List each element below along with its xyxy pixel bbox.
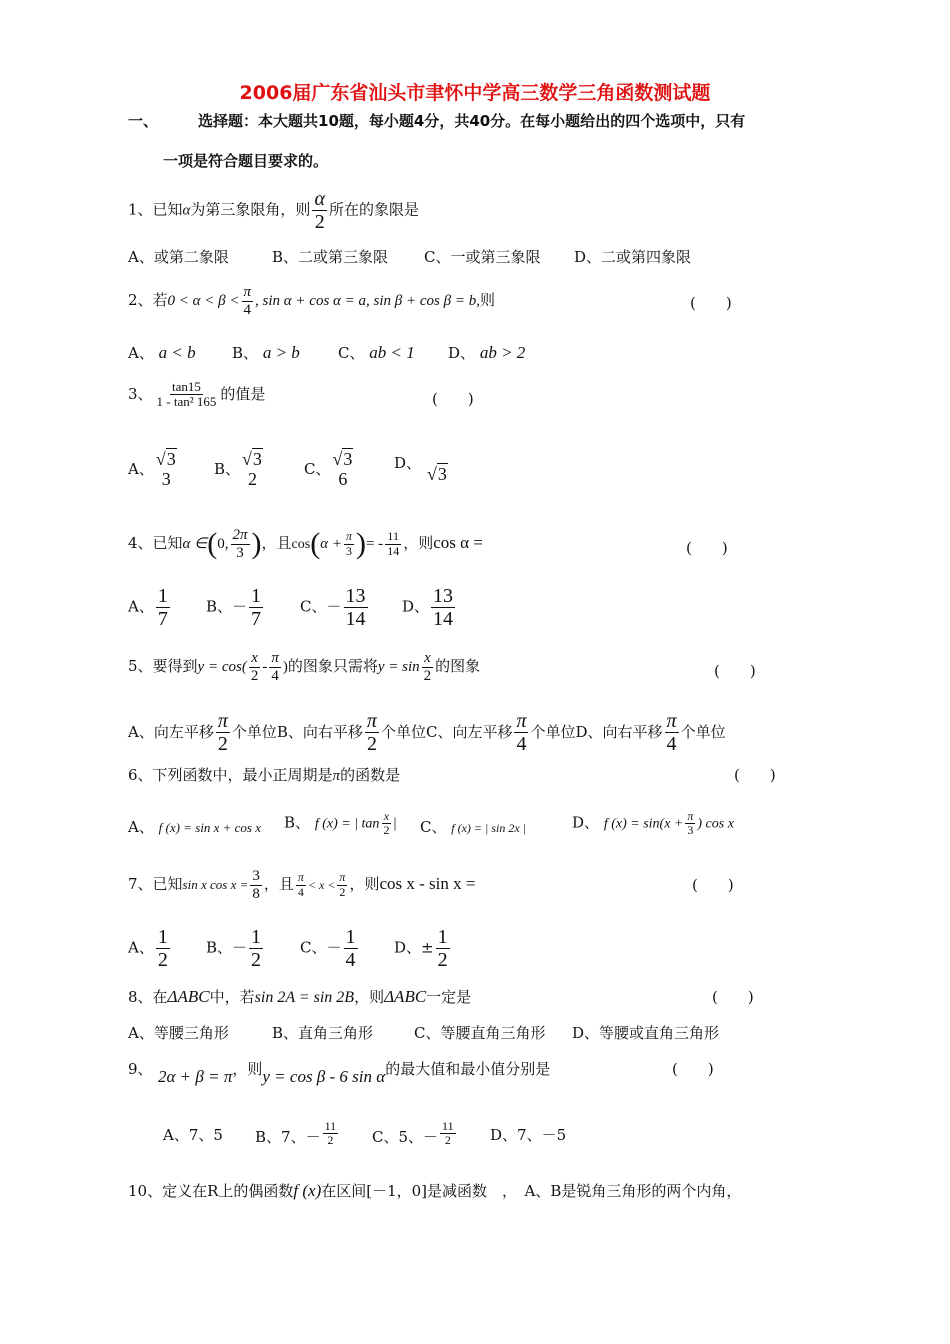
q7-option-d bbox=[394, 926, 452, 971]
q3-frac-num: tan15 bbox=[172, 379, 201, 394]
q7-number: 7、已知 bbox=[128, 875, 183, 893]
q5-pi-den: 4 bbox=[271, 667, 279, 684]
q5-option-b-den: 2 bbox=[366, 733, 377, 755]
q10-expr1: f (x) bbox=[293, 1181, 322, 1200]
q5-option-b-post: 个单位 bbox=[380, 722, 426, 741]
q3-option-c-rad: 3 bbox=[343, 449, 353, 469]
q2-option-c-label: C、 bbox=[338, 344, 365, 362]
q6-pi: π bbox=[332, 768, 341, 784]
q3-option-b-label: B、 bbox=[214, 459, 241, 478]
section-number: 一、 bbox=[128, 112, 159, 130]
q2-option-a-expr: a < b bbox=[158, 343, 196, 362]
q8-option-a: A、等腰三角形 bbox=[128, 1024, 229, 1042]
q4-option-b bbox=[206, 585, 265, 630]
q6-number: 6、下列函数中，最小正周期是 bbox=[128, 766, 333, 784]
q3-text1: 的值是 bbox=[220, 384, 266, 403]
q4-option-b-label: B、 bbox=[206, 597, 233, 616]
question-1 bbox=[128, 188, 419, 233]
q5-option-c bbox=[425, 710, 576, 755]
q4-option-a bbox=[128, 585, 172, 630]
q5-expr3: y = sin bbox=[377, 659, 420, 675]
q10-number: 10、定义在R上的偶函数 bbox=[128, 1182, 294, 1200]
q4-option-c-label: C、 bbox=[300, 597, 327, 616]
q2-option-b bbox=[232, 342, 300, 363]
q5-option-b bbox=[276, 710, 426, 755]
q1-option-c: C、一或第三象限 bbox=[424, 248, 541, 266]
q5-option-a-pre: A、向左平移 bbox=[128, 722, 214, 741]
q10-text1: 在区间[－1，0]是减函数 ， A、B是锐角三角形的两个内角， bbox=[321, 1182, 742, 1200]
q3-option-a-num: √3 bbox=[155, 449, 176, 469]
q5-expr1: y = cos( bbox=[197, 659, 247, 675]
q5-option-d bbox=[575, 710, 726, 755]
q5-option-d-post: 个单位 bbox=[680, 722, 726, 741]
q6-option-d-frac bbox=[685, 810, 695, 837]
q3-option-c bbox=[304, 450, 355, 490]
q2-option-d-label: D、 bbox=[448, 344, 476, 362]
q4-text1: ，且 bbox=[261, 534, 292, 552]
q5-x-frac bbox=[249, 650, 261, 684]
q8-triangle: ΔABC bbox=[167, 987, 210, 1006]
question-9 bbox=[158, 1060, 551, 1087]
q5-x-num: x bbox=[251, 650, 258, 666]
q8-text2: ，则 bbox=[354, 988, 385, 1006]
q8-option-c: C、等腰直角三角形 bbox=[414, 1024, 546, 1042]
q7-option-d-num: 1 bbox=[437, 926, 448, 948]
q4-option-d-num: 13 bbox=[433, 585, 454, 607]
q7-text1: ，且 bbox=[263, 875, 294, 893]
q7-text2: ，则 bbox=[349, 875, 380, 893]
q6-option-b-post: | bbox=[393, 815, 397, 832]
q7-val-num: 3 bbox=[252, 868, 260, 884]
q4-expr4: cos α = bbox=[433, 533, 483, 552]
q4-expr1: α ∈ bbox=[182, 536, 208, 552]
q5-minus: - bbox=[262, 659, 268, 675]
q4-expr2: α + bbox=[320, 536, 342, 552]
q5-option-d-pre: D、向右平移 bbox=[575, 722, 663, 741]
q4-option-c-den: 14 bbox=[345, 608, 366, 630]
q5-options-row bbox=[128, 710, 726, 755]
q7-val-den: 8 bbox=[252, 885, 260, 902]
q3-option-a-label: A、 bbox=[128, 459, 154, 478]
q6-answer-paren: ( ) bbox=[734, 766, 776, 784]
question-2 bbox=[128, 284, 495, 318]
q9-answer-paren: ( ) bbox=[672, 1060, 714, 1078]
q5-expr2: ) bbox=[282, 659, 288, 675]
q3-option-b-num: √3 bbox=[242, 449, 262, 469]
question-7 bbox=[128, 868, 475, 902]
q4-option-c-sign: － bbox=[326, 597, 342, 616]
q9-option-c bbox=[372, 1120, 458, 1147]
q3-option-a bbox=[128, 450, 179, 490]
q4-option-b-frac bbox=[249, 585, 263, 630]
q5-option-a-den: 2 bbox=[217, 733, 228, 755]
q5-option-c-den: 4 bbox=[516, 733, 527, 755]
q2-expr1: 0 < α < β < bbox=[167, 293, 240, 309]
q6-option-b-num: x bbox=[383, 809, 390, 823]
q4-val-frac bbox=[385, 530, 401, 557]
q7-left-frac bbox=[296, 871, 306, 898]
q8-text3: 一定是 bbox=[426, 988, 472, 1006]
q2-frac-num: π bbox=[243, 284, 252, 300]
section-instructions-line2: 一项是符合题目要求的。 bbox=[163, 152, 329, 170]
q3-option-c-frac bbox=[332, 450, 353, 490]
q6-option-d-num: π bbox=[687, 809, 694, 823]
q9-option-d: D、7、－5 bbox=[490, 1126, 567, 1144]
q7-option-a-label: A、 bbox=[128, 938, 154, 957]
q3-option-d-rad: 3 bbox=[437, 464, 447, 484]
q5-option-c-pre: C、向左平移 bbox=[425, 722, 513, 741]
question-3 bbox=[128, 380, 265, 410]
q7-expr2: cos x - sin x = bbox=[379, 874, 476, 893]
q5-option-c-num: π bbox=[516, 710, 527, 732]
q4-answer-paren: ( ) bbox=[686, 539, 728, 557]
q9-number: 9、 bbox=[128, 1060, 153, 1078]
q7-option-c-frac bbox=[344, 926, 358, 971]
q6-option-c-label: C、 bbox=[420, 818, 447, 836]
q3-option-d-label: D、 bbox=[394, 454, 422, 472]
q2-option-c-expr: ab < 1 bbox=[369, 343, 415, 362]
q7-option-d-label: D、 bbox=[394, 938, 422, 957]
q6-option-b-den: 2 bbox=[383, 823, 390, 838]
q5-x2-num: x bbox=[424, 650, 431, 666]
q1-number: 1、已知 bbox=[128, 200, 183, 219]
q4-option-a-den: 7 bbox=[157, 608, 168, 630]
q9-expr1: 2α + β = π bbox=[158, 1067, 233, 1086]
question-10 bbox=[128, 1180, 741, 1201]
q8-expr1: sin 2A = sin 2B bbox=[254, 989, 355, 1006]
q6-option-b bbox=[284, 810, 396, 837]
question-4 bbox=[128, 527, 483, 561]
q3-option-b-rad: 3 bbox=[252, 449, 262, 469]
q2-answer-paren: ( ) bbox=[690, 294, 732, 312]
q6-option-b-frac bbox=[381, 810, 391, 837]
q7-option-b bbox=[206, 926, 265, 971]
q9-option-a: A、7、5 bbox=[163, 1126, 223, 1144]
q3-option-a-frac bbox=[156, 450, 177, 490]
q3-option-b bbox=[214, 450, 265, 490]
q4-paren-close: ) bbox=[251, 527, 262, 560]
q1-option-b: B、二或第三象限 bbox=[272, 248, 389, 266]
q7-option-a-den: 2 bbox=[157, 949, 168, 971]
q6-text1: 的函数是 bbox=[340, 766, 401, 784]
q2-option-d-expr: ab > 2 bbox=[479, 343, 526, 362]
q4-option-d-den: 14 bbox=[433, 608, 454, 630]
q5-option-c-post: 个单位 bbox=[530, 722, 576, 741]
q7-option-c-sign: － bbox=[326, 938, 342, 957]
q7-right-frac bbox=[337, 871, 347, 898]
q9-text2: 的最大值和最小值分别是 bbox=[385, 1060, 551, 1078]
q4-option-c-frac bbox=[344, 585, 368, 630]
q5-option-a-num: π bbox=[217, 710, 228, 732]
q5-x2-den: 2 bbox=[423, 667, 432, 684]
q4-option-a-label: A、 bbox=[128, 597, 154, 616]
q5-option-b-num: π bbox=[366, 710, 377, 732]
q2-expr2: , sin α + cos α = a, sin β + cos β = b, bbox=[255, 293, 480, 309]
q5-option-b-frac bbox=[365, 710, 379, 755]
q5-pi-frac bbox=[269, 650, 281, 684]
q1-frac-den: 2 bbox=[314, 211, 325, 233]
q3-option-b-den: 2 bbox=[247, 468, 257, 489]
q3-answer-paren: ( ) bbox=[432, 390, 474, 408]
q7-left-den: 4 bbox=[297, 884, 304, 899]
q7-option-c-num: 1 bbox=[345, 926, 356, 948]
question-8 bbox=[128, 986, 471, 1007]
q5-option-d-den: 4 bbox=[666, 733, 677, 755]
question-5 bbox=[128, 650, 480, 684]
q2-number: 2、若 bbox=[128, 291, 168, 309]
q5-option-d-num: π bbox=[666, 710, 677, 732]
q9-option-c-den: 2 bbox=[444, 1133, 451, 1148]
q7-right-num: π bbox=[339, 870, 346, 885]
q7-option-d-den: 2 bbox=[437, 949, 448, 971]
q5-option-a bbox=[128, 710, 277, 755]
q6-option-d-label: D、 bbox=[572, 813, 600, 832]
q7-option-b-sign: － bbox=[232, 938, 248, 957]
q6-option-b-label: B、 bbox=[284, 813, 311, 832]
q2-option-b-label: B、 bbox=[232, 344, 259, 362]
q3-number: 3、 bbox=[128, 384, 153, 403]
q7-option-b-label: B、 bbox=[206, 938, 233, 957]
q9-option-c-pre: C、5、－ bbox=[372, 1127, 439, 1146]
q1-alpha: α bbox=[182, 202, 191, 219]
q4-interval-den: 3 bbox=[236, 544, 244, 561]
q5-number: 5、要得到 bbox=[128, 657, 198, 675]
q3-option-d-sqrt: √3 bbox=[427, 464, 447, 484]
q9-option-b-frac bbox=[323, 1120, 339, 1147]
q7-option-b-den: 2 bbox=[251, 949, 262, 971]
q4-pi-den: 3 bbox=[345, 543, 352, 558]
q2-option-a-label: A、 bbox=[128, 344, 154, 362]
q7-option-c-den: 4 bbox=[345, 949, 356, 971]
q4-option-b-sign: － bbox=[232, 597, 248, 616]
q2-option-d bbox=[448, 342, 525, 363]
q7-right-den: 2 bbox=[339, 884, 346, 899]
q4-option-b-num: 1 bbox=[251, 585, 262, 607]
q5-answer-paren: ( ) bbox=[714, 662, 756, 680]
q7-option-a-frac bbox=[156, 926, 170, 971]
q7-option-d-sign: ± bbox=[421, 938, 434, 957]
q3-option-a-den: 3 bbox=[161, 468, 171, 489]
q1-text1: 为第三象限角，则 bbox=[190, 200, 311, 219]
q9-option-b-den: 2 bbox=[327, 1133, 334, 1148]
q1-fraction bbox=[312, 188, 327, 233]
q7-option-a-num: 1 bbox=[157, 926, 168, 948]
q6-option-a-label: A、 bbox=[128, 818, 154, 836]
q8-option-d: D、等腰或直角三角形 bbox=[572, 1024, 720, 1042]
q7-option-d-frac bbox=[436, 926, 450, 971]
q5-x2-frac bbox=[422, 650, 434, 684]
q4-option-a-num: 1 bbox=[157, 585, 168, 607]
q6-option-d-den: 3 bbox=[687, 823, 694, 838]
q2-option-c bbox=[338, 342, 415, 363]
q9-option-b-pre: B、7、－ bbox=[255, 1127, 321, 1146]
q7-option-c-label: C、 bbox=[300, 938, 327, 957]
q7-option-b-frac bbox=[249, 926, 263, 971]
q4-interval-left: 0, bbox=[217, 536, 229, 552]
q6-option-b-pre: f (x) = | tan bbox=[314, 816, 380, 832]
q1-option-a: A、或第二象限 bbox=[128, 248, 229, 266]
q1-option-d: D、二或第四象限 bbox=[574, 248, 692, 266]
q6-option-c bbox=[420, 816, 526, 837]
q3-frac-den: 1 - tan² 165 bbox=[156, 394, 217, 410]
q9-expr2: y = cos β - 6 sin α bbox=[262, 1067, 386, 1086]
q5-option-b-pre: B、向右平移 bbox=[276, 722, 363, 741]
q7-left-num: π bbox=[297, 870, 304, 885]
q1-text2: 所在的象限是 bbox=[328, 200, 419, 219]
q4-option-b-den: 7 bbox=[251, 608, 262, 630]
q7-option-b-num: 1 bbox=[251, 926, 262, 948]
q3-option-c-num: √3 bbox=[332, 449, 353, 469]
q9-option-c-frac bbox=[440, 1120, 456, 1147]
q7-expr1: sin x cos x = bbox=[182, 877, 249, 892]
q5-option-a-frac bbox=[216, 710, 230, 755]
q8-triangle2: ΔABC bbox=[384, 987, 427, 1006]
q2-option-a bbox=[128, 342, 196, 363]
q7-val-frac bbox=[250, 868, 262, 902]
q1-frac-num: α bbox=[314, 188, 325, 210]
q4-number: 4、已知 bbox=[128, 534, 183, 552]
q6-option-c-expr: f (x) = | sin 2x | bbox=[451, 821, 526, 835]
q5-option-d-frac bbox=[665, 710, 679, 755]
q7-option-a bbox=[128, 926, 172, 971]
q7-option-c bbox=[300, 926, 360, 971]
q4-option-a-frac bbox=[156, 585, 170, 630]
q4-option-c bbox=[300, 585, 370, 630]
q4-pi-frac bbox=[344, 530, 354, 557]
q9-option-b bbox=[255, 1120, 340, 1147]
q3-option-c-den: 6 bbox=[338, 468, 348, 489]
q9-option-b-num: 11 bbox=[324, 1119, 337, 1133]
q6-option-d bbox=[572, 810, 734, 837]
q8-option-b: B、直角三角形 bbox=[272, 1024, 374, 1042]
q5-option-c-frac bbox=[514, 710, 528, 755]
q5-text1: 的图象只需将 bbox=[287, 657, 378, 675]
q5-pi-num: π bbox=[271, 650, 279, 666]
q2-fraction bbox=[242, 284, 254, 318]
q6-option-d-pre: f (x) = sin(x + bbox=[603, 816, 684, 832]
q8-answer-paren: ( ) bbox=[712, 988, 754, 1006]
q4-paren-open: ( bbox=[207, 527, 218, 560]
q7-answer-paren: ( ) bbox=[692, 876, 734, 894]
q5-x-den: 2 bbox=[250, 667, 259, 684]
section-instructions-line1: 选择题：本大题共10题，每小题4分，共40分。在每小题给出的四个选项中，只有 bbox=[198, 112, 746, 130]
page-title: 2006届广东省汕头市聿怀中学高三数学三角函数测试题 bbox=[239, 82, 711, 104]
q3-fraction bbox=[155, 380, 219, 410]
q4-option-d-frac bbox=[431, 585, 455, 630]
q9-text1: ，则 bbox=[232, 1060, 263, 1078]
q2-frac-den: 4 bbox=[243, 301, 252, 318]
q2-text1: 则 bbox=[479, 291, 495, 309]
q4-expr3: = - bbox=[365, 536, 384, 552]
q4-interval-frac bbox=[231, 527, 250, 561]
q4-interval-num: 2π bbox=[232, 527, 248, 543]
q4-paren2-close: ) bbox=[355, 527, 366, 560]
q5-text2: 的图象 bbox=[435, 657, 481, 675]
q3-option-b-frac bbox=[242, 450, 263, 490]
q8-number: 8、在 bbox=[128, 988, 168, 1006]
q4-option-d bbox=[402, 585, 457, 630]
q6-option-d-post: ) cos x bbox=[697, 816, 734, 832]
q5-option-a-post: 个单位 bbox=[231, 722, 277, 741]
q9-option-c-num: 11 bbox=[442, 1119, 454, 1133]
q4-option-d-label: D、 bbox=[402, 597, 430, 616]
q3-option-c-label: C、 bbox=[304, 459, 331, 478]
q4-cos: cos bbox=[291, 537, 311, 552]
q2-option-b-expr: a > b bbox=[262, 343, 300, 362]
q4-option-c-num: 13 bbox=[345, 585, 366, 607]
q3-option-d bbox=[394, 452, 447, 484]
q4-val-den: 14 bbox=[387, 543, 400, 558]
q3-option-a-rad: 3 bbox=[166, 449, 176, 469]
q6-option-a bbox=[128, 816, 261, 837]
q4-text2: ，则 bbox=[403, 534, 434, 552]
q8-text1: 中，若 bbox=[209, 988, 255, 1006]
q4-paren2-open: ( bbox=[310, 527, 321, 560]
q4-pi-num: π bbox=[345, 529, 352, 544]
question-6 bbox=[128, 764, 400, 785]
q6-option-a-expr: f (x) = sin x + cos x bbox=[158, 820, 261, 835]
q7-mid: < x < bbox=[307, 878, 336, 892]
q4-val-num: 11 bbox=[387, 529, 399, 544]
